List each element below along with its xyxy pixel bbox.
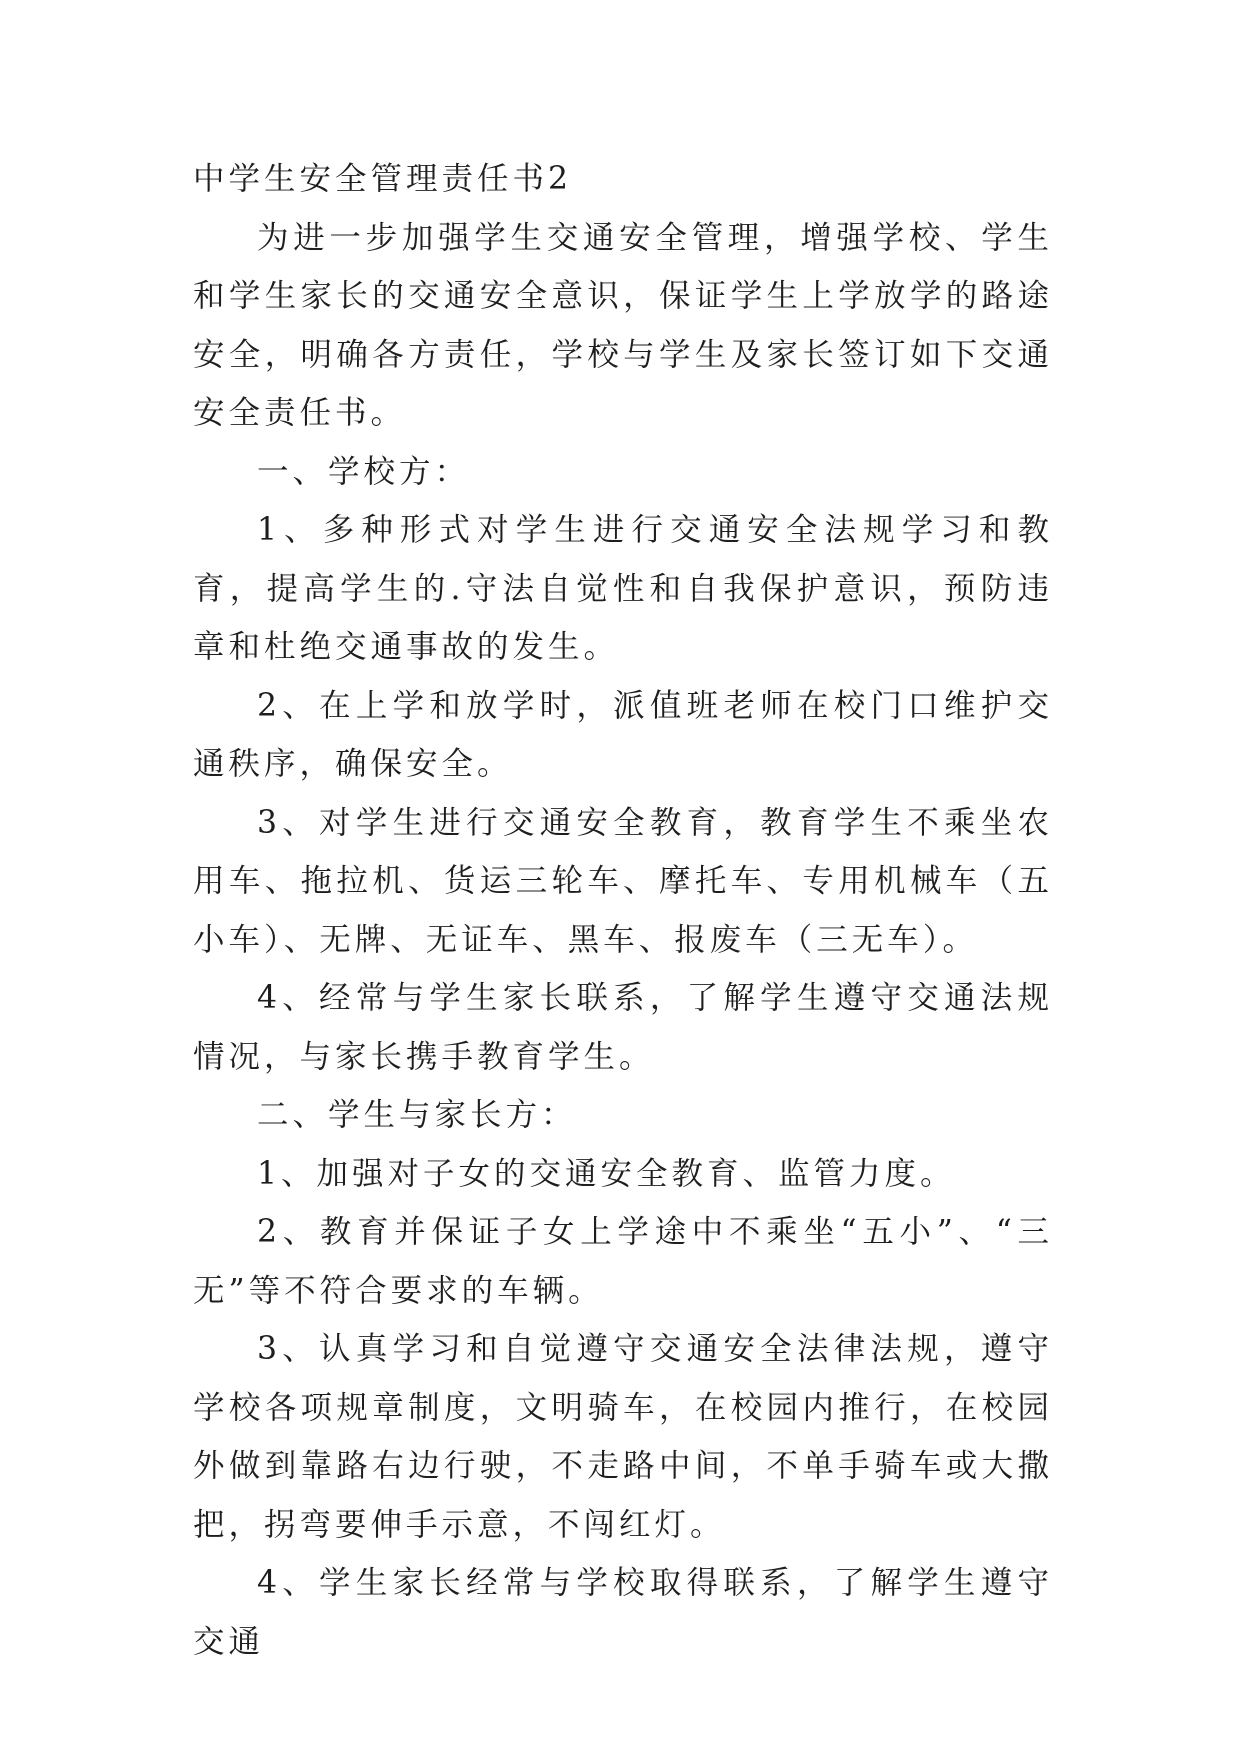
paragraph-intro: 为进一步加强学生交通安全管理，增强学校、学生和学生家长的交通安全意识，保证学生上学放学的路途安全，明确各方责任，学校与学生及家长签订如下交通安全责任书。 <box>193 219 1053 431</box>
school-item-4: 4、经常与学生家长联系，了解学生遵守交通法规情况，与家长携手教育学生。 <box>193 980 1053 1075</box>
document-page <box>193 150 1053 1671</box>
school-item-1: 1、多种形式对学生进行交通安全法规学习和教育，提高学生的.守法自觉性和自我保护意识，预防违章和杜绝交通事故的发生。 <box>193 512 1053 665</box>
student-parent-item-4: 4、学生家长经常与学校取得联系，了解学生遵守交通 <box>193 1565 1053 1660</box>
student-parent-item-3: 3、认真学习和自觉遵守交通安全法律法规，遵守学校各项规章制度，文明骑车，在校园内推行，在校园外做到靠路右边行驶，不走路中间，不单手骑车或大撒把，拐弯要伸手示意，不闯红灯。 <box>193 1331 1053 1543</box>
section-heading-school: 一、学校方： <box>257 453 471 490</box>
student-parent-item-1: 1、加强对子女的交通安全教育、监管力度。 <box>257 1155 956 1192</box>
student-parent-item-2: 2、教育并保证子女上学途中不乘坐“五小”、“三无”等不符合要求的车辆。 <box>193 1214 1053 1309</box>
section-heading-student-parent: 二、学生与家长方： <box>257 1097 577 1133</box>
school-item-2: 2、在上学和放学时，派值班老师在校门口维护交通秩序，确保安全。 <box>193 687 1053 782</box>
school-item-3: 3、对学生进行交通安全教育，教育学生不乘坐农用车、拖拉机、货运三轮车、摩托车、专用机械车（五小车）、无牌、无证车、黑车、报废车（三无车）。 <box>193 804 1053 958</box>
document-title: 中学生安全管理责任书2 <box>193 161 573 197</box>
